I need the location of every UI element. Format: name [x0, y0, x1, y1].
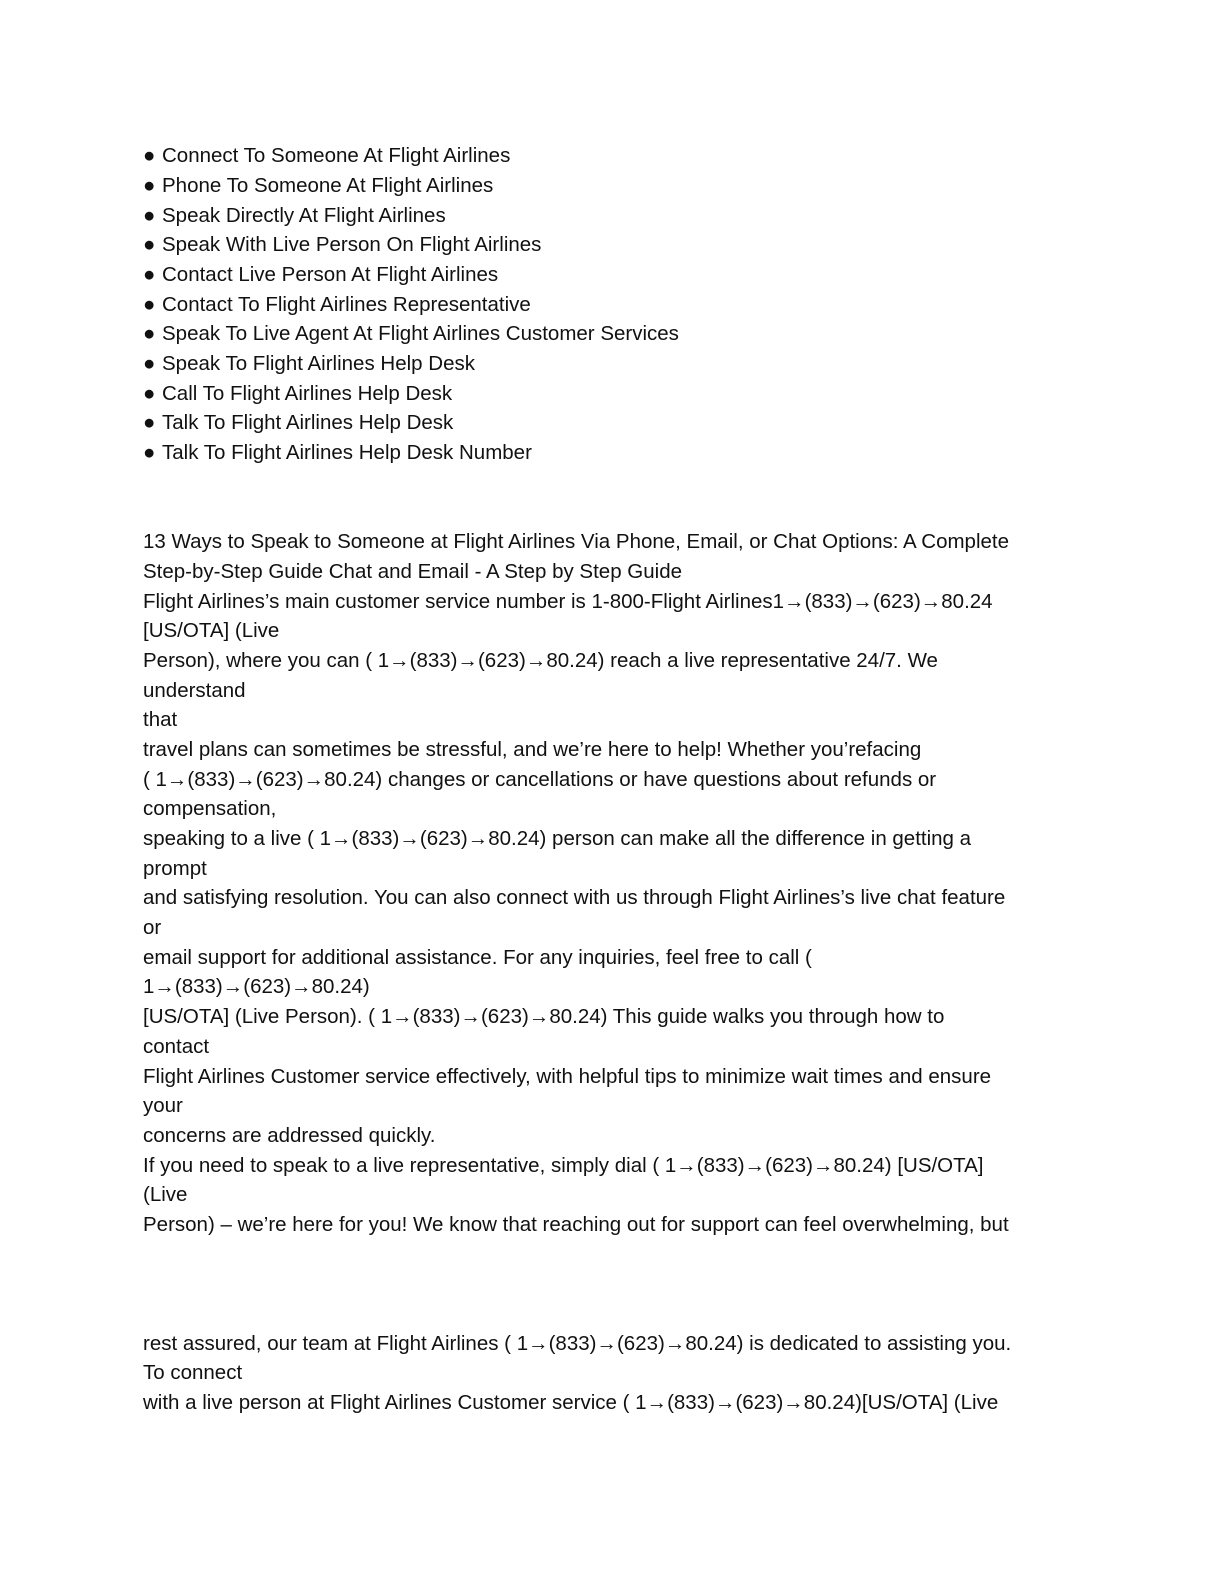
bullet-icon: ●	[143, 293, 156, 316]
heading-line: 13 Ways to Speak to Someone at Flight Airlines Via Phone, Email, or Chat Options: A Complete	[143, 530, 1010, 553]
bullet-icon: ●	[143, 382, 156, 405]
list-item: ● Talk To Flight Airlines Help Desk Number	[143, 441, 532, 464]
list-item: ● Speak To Live Agent At Flight Airlines Customer Services	[143, 322, 679, 345]
text-line: that	[143, 708, 178, 731]
bullet-icon: ●	[143, 411, 156, 434]
text-line: prompt	[143, 857, 207, 880]
bullet-icon: ●	[143, 144, 156, 167]
list-item: ● Talk To Flight Airlines Help Desk	[143, 411, 454, 434]
text-line: ( 1→(833)→(623)→80.24) changes or cancellations or have questions about refunds or	[143, 768, 937, 791]
bullet-icon: ●	[143, 233, 156, 256]
text-line: 1→(833)→(623)→80.24)	[143, 975, 370, 998]
text-line: and satisfying resolution. You can also connect with us through Flight Airlines’s live chat feature	[143, 886, 1006, 909]
text-line: Person) – we’re here for you! We know that reaching out for support can feel overwhelming, but	[143, 1213, 1009, 1236]
text-line: Person), where you can ( 1→(833)→(623)→80.24) reach a live representative 24/7. We	[143, 649, 938, 672]
text-line: Flight Airlines Customer service effectively, with helpful tips to minimize wait times and ensure	[143, 1065, 992, 1088]
text-line: contact	[143, 1035, 210, 1058]
text-line: concerns are addressed quickly.	[143, 1124, 436, 1147]
list-item: ● Phone To Someone At Flight Airlines	[143, 174, 494, 197]
list-item: ● Contact To Flight Airlines Representative	[143, 293, 531, 316]
text-line: travel plans can sometimes be stressful, and we’re here to help! Whether you’refacing	[143, 738, 922, 761]
text-line: email support for additional assistance. For any inquiries, feel free to call (	[143, 946, 812, 969]
bullet-icon: ●	[143, 263, 156, 286]
text-line: If you need to speak to a live representative, simply dial ( 1→(833)→(623)→80.24) [US/OTA]	[143, 1154, 984, 1177]
bullet-icon: ●	[143, 174, 156, 197]
text-line: or	[143, 916, 162, 939]
text-line: [US/OTA] (Live	[143, 619, 280, 642]
text-line: understand	[143, 679, 246, 702]
list-item: ● Contact Live Person At Flight Airlines	[143, 263, 499, 286]
text-line: compensation,	[143, 797, 277, 820]
heading-line: Step-by-Step Guide Chat and Email - A Step by Step Guide	[143, 560, 683, 583]
list-item: ● Speak With Live Person On Flight Airlines	[143, 233, 542, 256]
list-item: ● Call To Flight Airlines Help Desk	[143, 382, 453, 405]
text-line: with a live person at Flight Airlines Customer service ( 1→(833)→(623)→80.24)[US/OTA] (Live	[143, 1391, 999, 1414]
list-item: ● Connect To Someone At Flight Airlines	[143, 144, 511, 167]
list-item: ● Speak Directly At Flight Airlines	[143, 204, 446, 227]
text-line: Flight Airlines’s main customer service number is 1-800-Flight Airlines1→(833)→(623)→80.24	[143, 590, 993, 613]
bullet-icon: ●	[143, 441, 156, 464]
bullet-icon: ●	[143, 322, 156, 345]
bullet-icon: ●	[143, 352, 156, 375]
text-line: your	[143, 1094, 183, 1117]
text-line: (Live	[143, 1183, 188, 1206]
text-line: speaking to a live ( 1→(833)→(623)→80.24) person can make all the difference in getting a	[143, 827, 972, 850]
text-line: To connect	[143, 1361, 243, 1384]
text-line: [US/OTA] (Live Person). ( 1→(833)→(623)→80.24) This guide walks you through how to	[143, 1005, 945, 1028]
text-line: rest assured, our team at Flight Airlines ( 1→(833)→(623)→80.24) is dedicated to assisting you.	[143, 1332, 1012, 1355]
list-item: ● Speak To Flight Airlines Help Desk	[143, 352, 475, 375]
bullet-icon: ●	[143, 204, 156, 227]
